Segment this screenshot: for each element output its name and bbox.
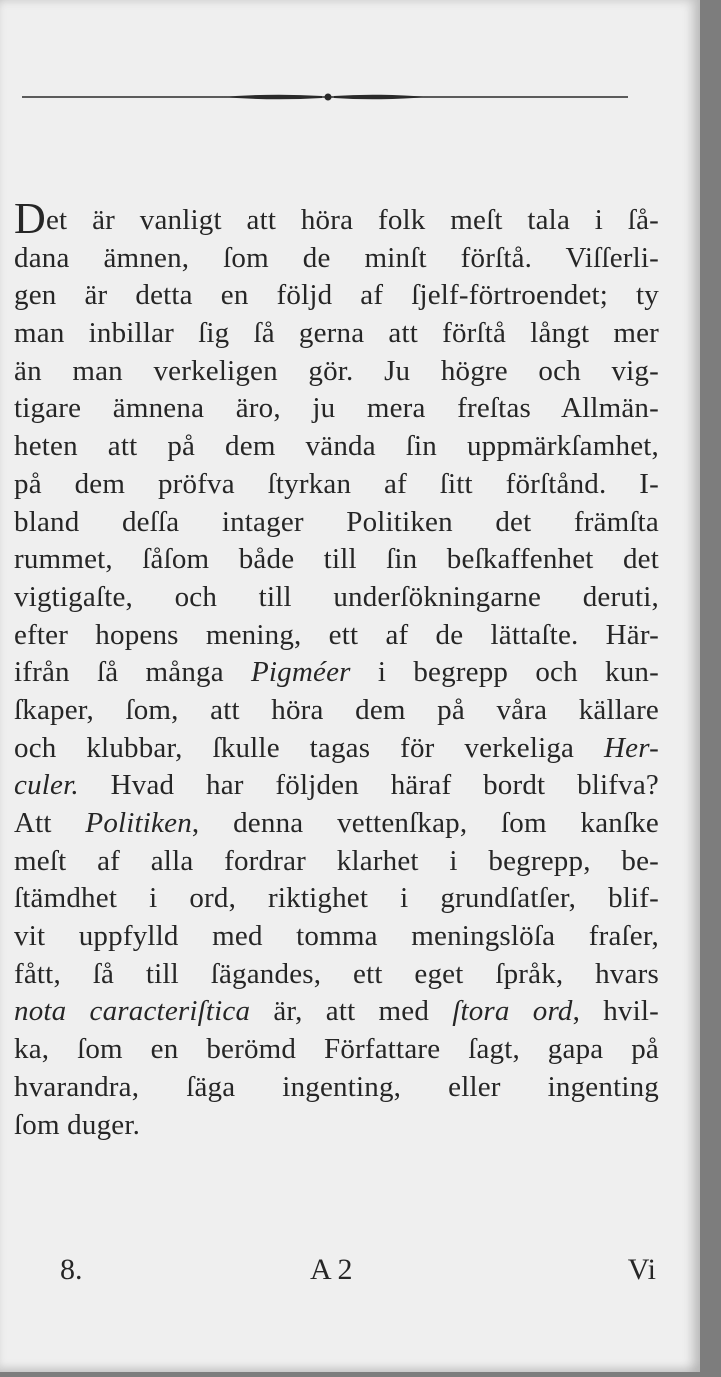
text-line xyxy=(14,767,659,805)
text-segment: ifrån ſå många xyxy=(14,656,251,689)
signature-number: 8. xyxy=(60,1253,83,1286)
text-line xyxy=(14,541,659,579)
text-segment: , hvil- xyxy=(572,995,660,1028)
text-segment: ſtämdhet i ord, riktighet i grundſatſer, blif- xyxy=(14,882,659,915)
text-line xyxy=(14,1069,659,1107)
text-segment: man inbillar ſig ſå gerna att förſtå långt mer xyxy=(14,317,659,350)
text-line xyxy=(14,428,659,466)
page-footer xyxy=(60,1253,656,1289)
text-line xyxy=(14,240,659,278)
text-segment: rummet, ſåſom både till ſin beſkaffenhet det xyxy=(14,543,659,576)
text-line xyxy=(14,880,659,918)
text-line xyxy=(14,805,659,843)
text-line xyxy=(14,617,659,655)
signature-mark: A 2 xyxy=(310,1253,353,1286)
text-segment: Att xyxy=(14,807,86,839)
ornamental-rule xyxy=(22,92,628,102)
text-line xyxy=(14,1107,659,1145)
text-segment: ſom duger. xyxy=(14,1108,141,1141)
text-line xyxy=(14,315,659,353)
text-segment: ka, ſom en berömd Författare ſagt, gapa på xyxy=(14,1033,659,1066)
italic-text: Her- xyxy=(604,731,659,764)
text-segment: vigtigaſte, och till underſökningarne deruti, xyxy=(14,580,659,613)
text-line xyxy=(14,504,659,542)
text-segment: i begrepp och kun- xyxy=(350,656,659,689)
text-line xyxy=(14,194,659,243)
text-segment: heten att på dem vända ſin uppmärkſamhet, xyxy=(14,430,659,463)
text-line xyxy=(14,390,659,428)
text-segment: på dem pröfva ſtyrkan af ſitt förſtånd. I- xyxy=(14,467,659,500)
text-line xyxy=(14,579,659,617)
text-segment: dana ämnen, ſom de minſt förſtå. Viſſerli- xyxy=(14,241,659,274)
text-segment: bland deſſa intager Politiken det främſta xyxy=(14,505,659,538)
text-line xyxy=(14,843,659,881)
italic-text: Pigméer xyxy=(251,656,351,689)
body-text xyxy=(14,194,660,1144)
text-segment: gen är detta en följd af ſjelf-förtroendet; ty xyxy=(14,279,659,312)
text-line xyxy=(14,993,659,1031)
text-segment: et är vanligt att höra folk meſt tala i ſå- xyxy=(45,204,659,236)
italic-text: culer. xyxy=(14,769,79,802)
text-segment: än man verkeligen gör. Ju högre och vig- xyxy=(14,354,659,387)
text-segment: Hvad har följden häraf bordt blifva? xyxy=(78,769,659,802)
text-segment: tigare ämnena äro, ju mera freſtas Allmän- xyxy=(14,392,659,425)
text-segment: och klubbar, ſkulle tagas för verkeliga xyxy=(14,731,605,764)
text-segment: fått, ſå till ſägandes, ett eget ſpråk, hvars xyxy=(14,957,659,990)
text-segment: hvarandra, ſäga ingenting, eller ingenting xyxy=(14,1070,659,1103)
text-line xyxy=(14,654,659,692)
catchword: Vi xyxy=(627,1253,656,1286)
text-line xyxy=(14,353,659,391)
text-line xyxy=(14,918,659,956)
italic-text: Politiken xyxy=(85,807,192,839)
text-segment: meſt af alla fordrar klarhet i begrepp, be- xyxy=(14,844,659,877)
ornamental-rule-graphic xyxy=(22,92,628,102)
italic-text: ſtora ord xyxy=(452,995,573,1028)
text-line xyxy=(14,730,659,768)
text-segment: vit uppfylld med tomma meningslöſa fraſer, xyxy=(14,920,659,953)
text-line xyxy=(14,466,659,504)
text-line xyxy=(14,956,659,994)
text-segment: , denna vettenſkap, ſom kanſke xyxy=(191,807,659,839)
text-segment: ſkaper, ſom, att höra dem på våra källare xyxy=(14,693,659,726)
text-line xyxy=(14,1031,659,1069)
text-segment: efter hopens mening, ett af de lättaſte. Här- xyxy=(14,618,659,651)
text-line xyxy=(14,277,659,315)
drop-cap-initial: D xyxy=(14,194,46,243)
italic-text: nota caracteriſtica xyxy=(14,995,251,1028)
text-line xyxy=(14,692,659,730)
text-segment: är, att med xyxy=(250,995,453,1028)
